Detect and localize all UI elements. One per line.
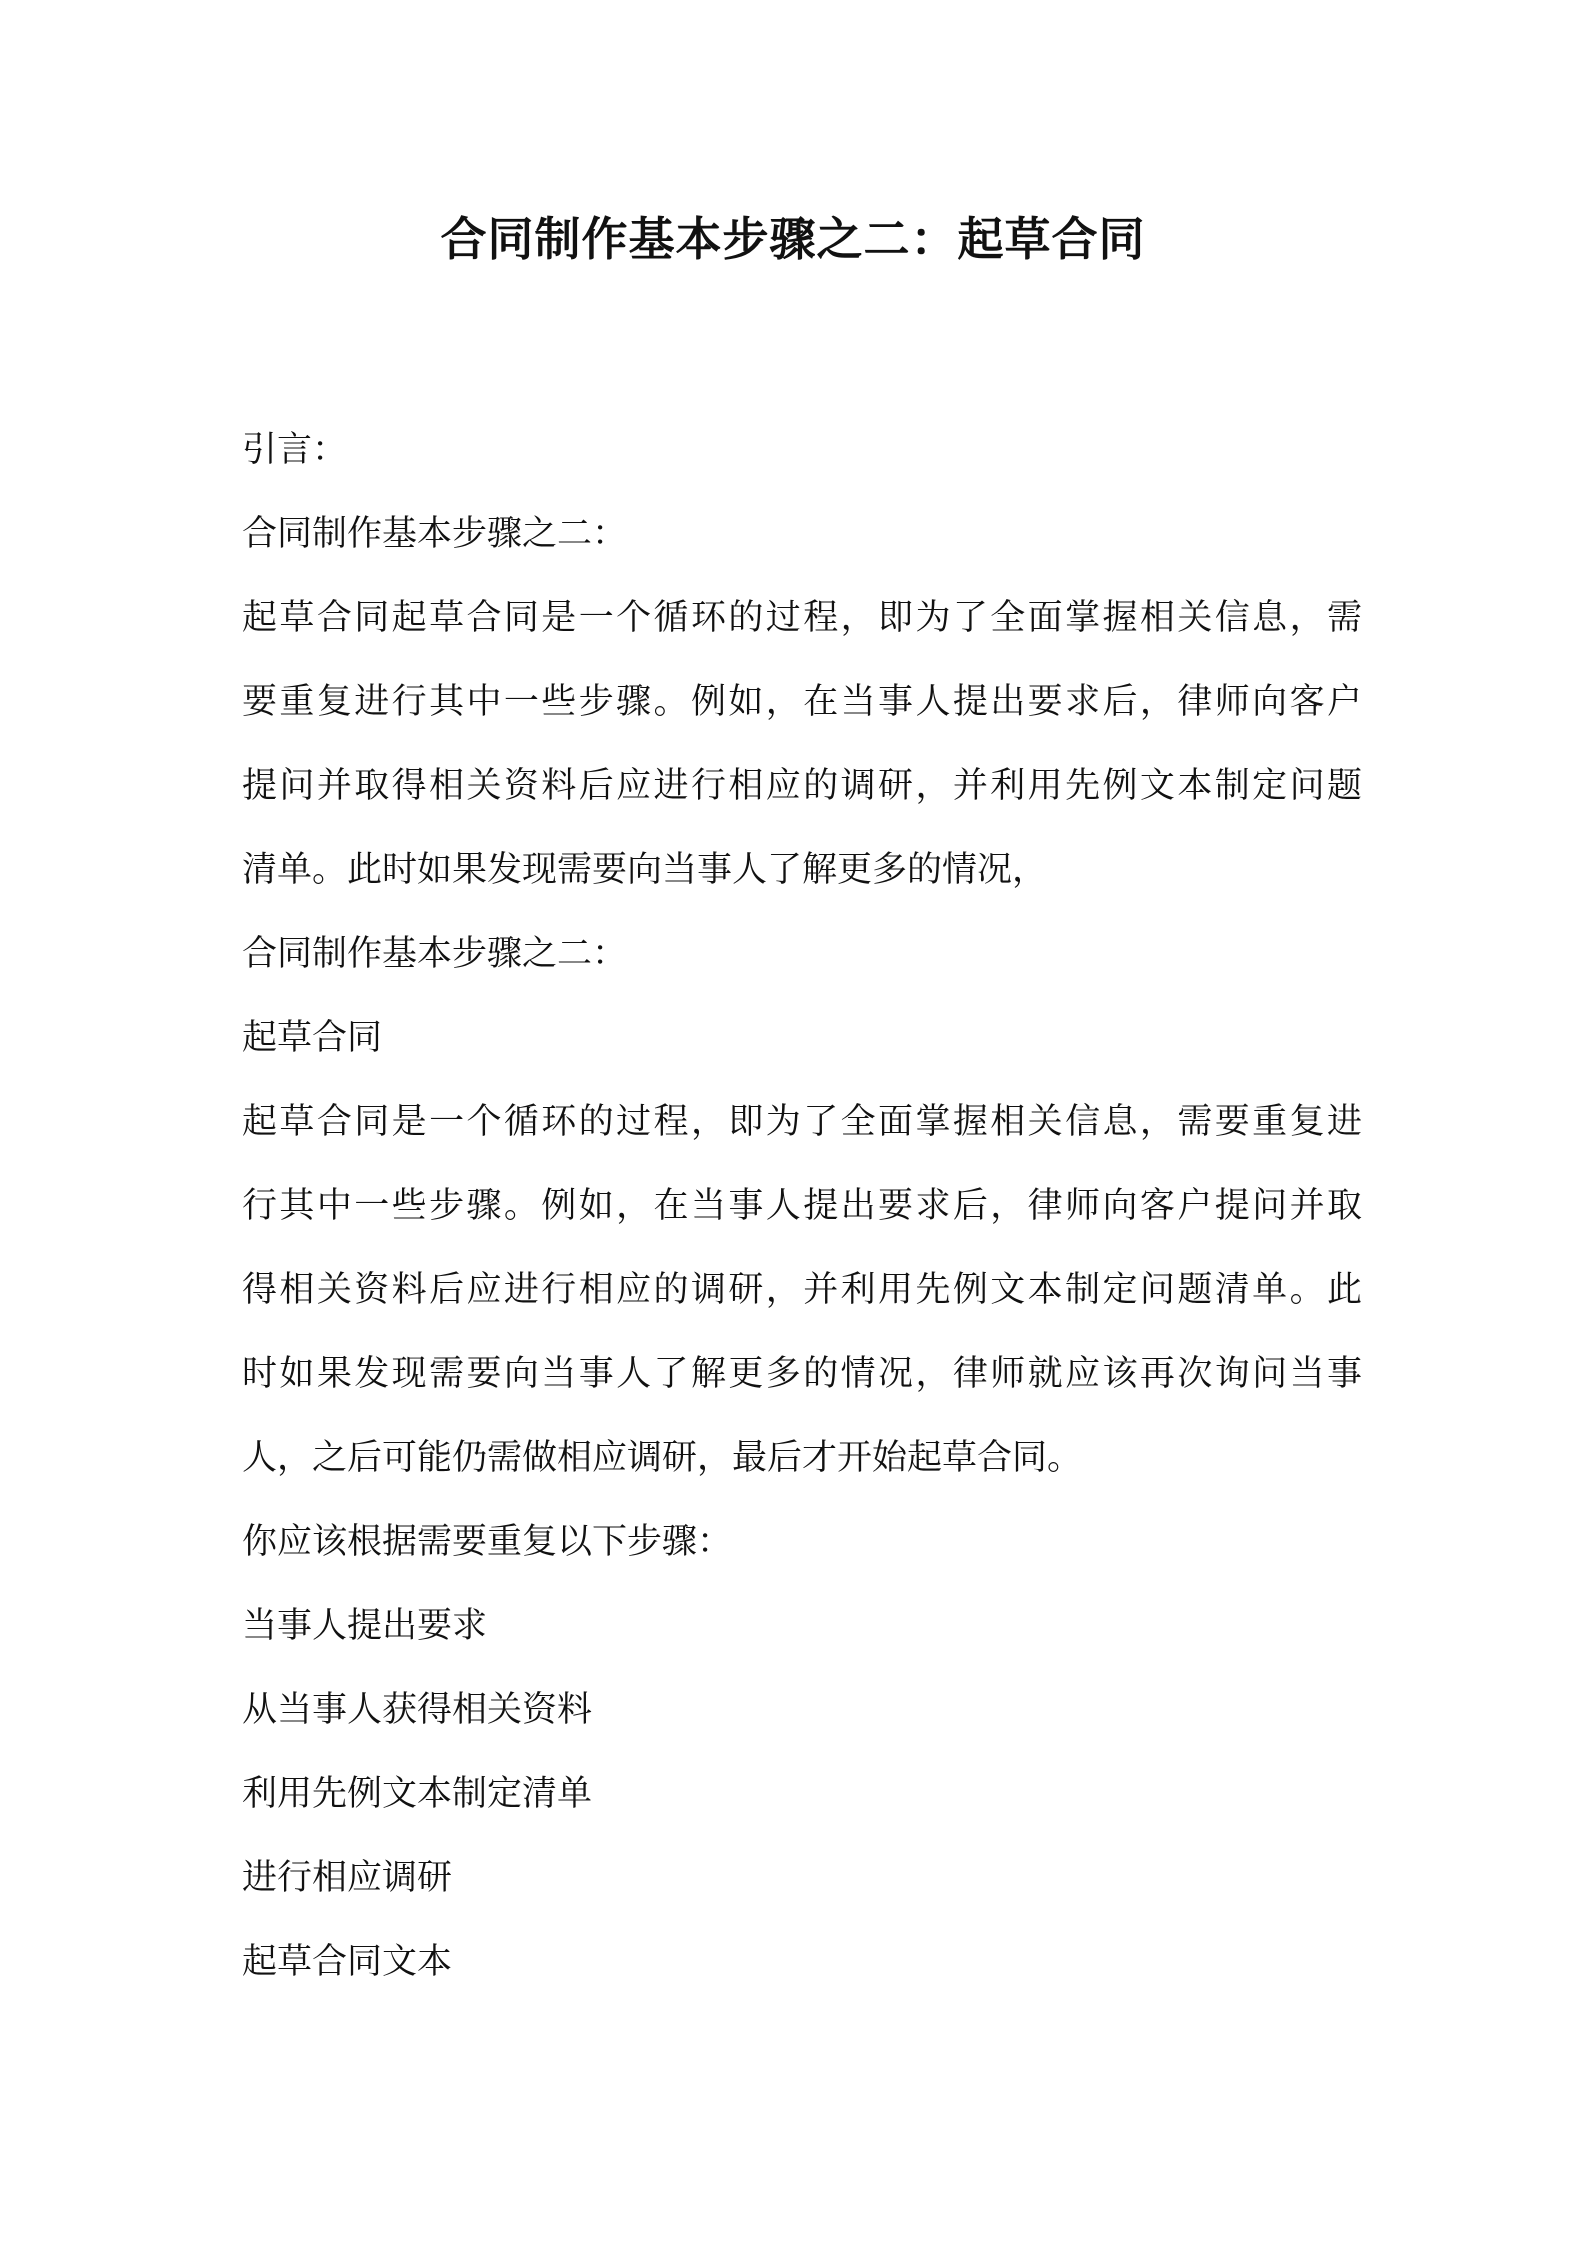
paragraph-line: 合同制作基本步骤之二： <box>242 934 628 974</box>
paragraph-line: 起草合同是一个循环的过程，即为了全面掌握相关信息，需要重复进 <box>242 1102 1362 1142</box>
list-item: 起草合同文本 <box>242 1942 453 1982</box>
paragraph-line: 人，之后可能仍需做相应调研，最后才开始起草合同。 <box>242 1438 1083 1478</box>
paragraph-line: 要重复进行其中一些步骤。例如，在当事人提出要求后，律师向客户 <box>242 682 1362 722</box>
paragraph-line: 合同制作基本步骤之二： <box>242 514 628 554</box>
paragraph-line: 清单。此时如果发现需要向当事人了解更多的情况， <box>242 850 1048 890</box>
paragraph-line: 你应该根据需要重复以下步骤： <box>242 1522 733 1562</box>
paragraph-line: 得相关资料后应进行相应的调研，并利用先例文本制定问题清单。此 <box>242 1270 1362 1310</box>
list-item: 利用先例文本制定清单 <box>242 1774 593 1814</box>
paragraph-line: 提问并取得相关资料后应进行相应的调研，并利用先例文本制定问题 <box>242 766 1362 806</box>
paragraph-line: 行其中一些步骤。例如，在当事人提出要求后，律师向客户提问并取 <box>242 1186 1362 1226</box>
list-item: 进行相应调研 <box>242 1858 453 1898</box>
paragraph-line: 起草合同 <box>242 1018 383 1058</box>
list-item: 当事人提出要求 <box>242 1606 488 1646</box>
page-title: 合同制作基本步骤之二：起草合同 <box>440 212 1146 266</box>
paragraph-line: 起草合同起草合同是一个循环的过程，即为了全面掌握相关信息，需 <box>242 598 1362 638</box>
paragraph-line: 时如果发现需要向当事人了解更多的情况，律师就应该再次询问当事 <box>242 1354 1362 1394</box>
paragraph-line: 引言： <box>242 430 348 470</box>
list-item: 从当事人获得相关资料 <box>242 1690 593 1730</box>
document-body <box>242 408 1362 2004</box>
